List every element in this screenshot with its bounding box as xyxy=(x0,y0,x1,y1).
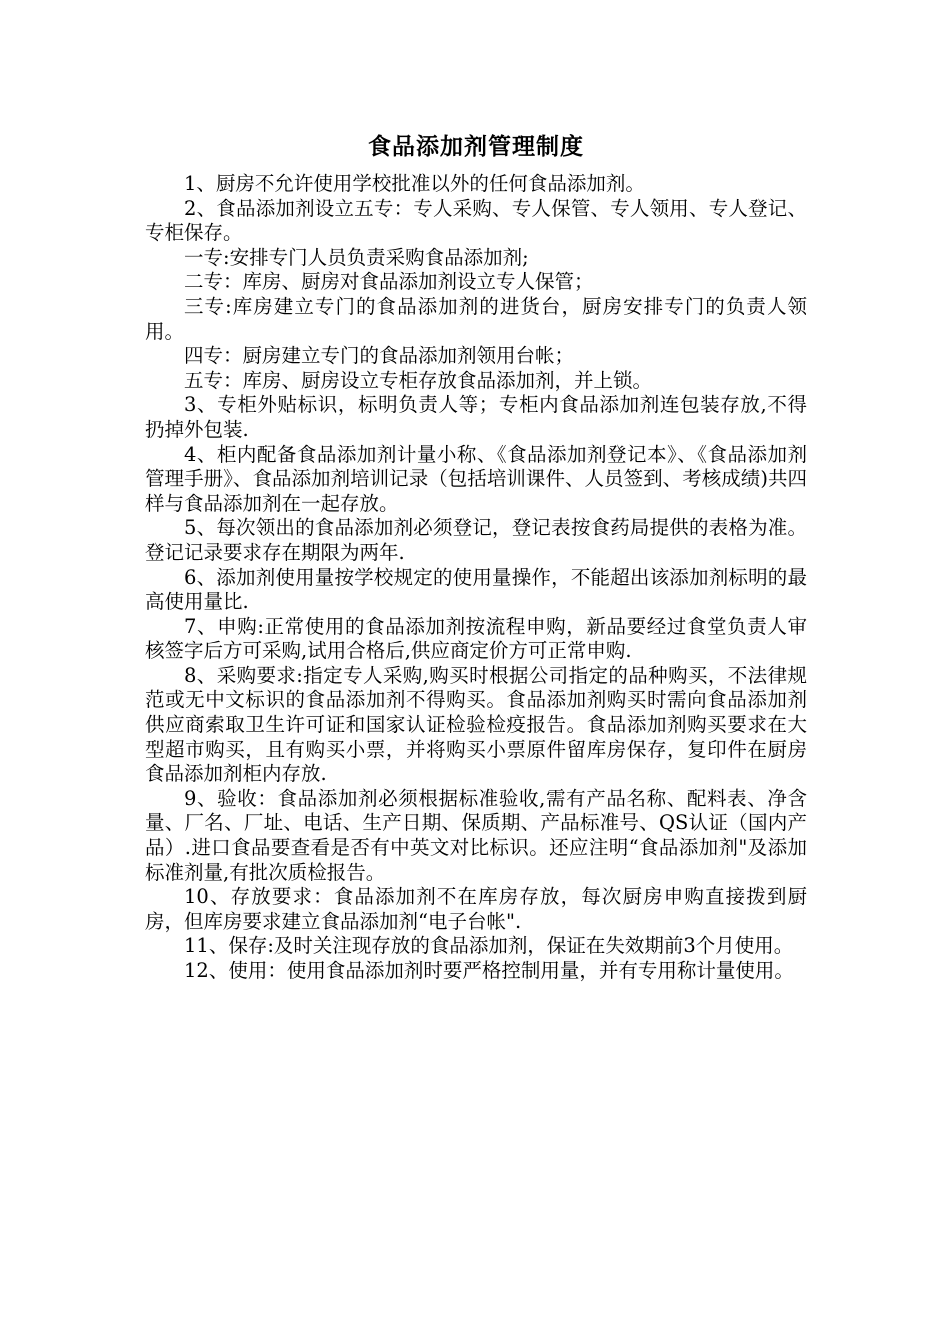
paragraph-zhuan-5: 五专：库房、厨房设立专柜存放食品添加剂，并上锁。 xyxy=(184,368,653,392)
paragraph-7: 7、申购:正常使用的食品添加剂按流程申购，新品要经过食堂负责人审核签字后方可采购,试用合格后,供应商定价方可正常申购. xyxy=(145,614,807,663)
paragraph-3: 3、专柜外贴标识，标明负责人等；专柜内食品添加剂连包装存放,不得扔掉外包装. xyxy=(145,393,807,441)
paragraph-zhuan-2: 二专：库房、厨房对食品添加剂设立专人保管； xyxy=(184,270,594,294)
paragraph-zhuan-3: 三专:库房建立专门的食品添加剂的进货台，厨房安排专门的负责人领用。 xyxy=(145,294,807,343)
paragraph-11: 11、保存:及时关注现存放的食品添加剂，保证在失效期前3个月使用。 xyxy=(184,934,794,958)
paragraph-6: 6、添加剂使用量按学校规定的使用量操作，不能超出该添加剂标明的最高使用量比. xyxy=(145,565,807,614)
document-title: 食品添加剂管理制度 xyxy=(368,134,584,160)
paragraph-9: 9、验收：食品添加剂必须根据标准验收,需有产品名称、配料表、净含量、厂名、厂址、电话、生产日期、保质期、产品标准号、QS认证（国内产品）.进口食品要查看是否有中英文对比标识。还应注明“食品添加剂"及添加标准剂量,有批次质检报告。 xyxy=(145,786,807,884)
paragraph-1: 1、厨房不允许使用学校批准以外的任何食品添加剂。 xyxy=(184,172,645,195)
paragraph-2: 2、食品添加剂设立五专：专人采购、专人保管、专人领用、专人登记、专柜保存。 xyxy=(145,196,807,245)
paragraph-12: 12、使用：使用食品添加剂时要严格控制用量，并有专用称计量使用。 xyxy=(184,959,794,982)
paragraph-zhuan-4: 四专：厨房建立专门的食品添加剂领用台帐； xyxy=(184,344,575,368)
paragraph-10: 10、存放要求：食品添加剂不在库房存放，每次厨房申购直接拨到厨房，但库房要求建立食品添加剂“电子台帐". xyxy=(145,885,807,933)
paragraph-zhuan-1: 一专:安排专门人员负责采购食品添加剂; xyxy=(184,245,529,269)
paragraph-4: 4、柜内配备食品添加剂计量小称、《食品添加剂登记本》、《食品添加剂管理手册》、食品添加剂培训记录（包括培训课件、人员签到、考核成绩)共四样与食品添加剂在一起存放。 xyxy=(145,442,807,515)
paragraph-8: 8、采购要求:指定专人采购,购买时根据公司指定的品种购买，不法律规范或无中文标识的食品添加剂不得购买。食品添加剂购买时需向食品添加剂供应商索取卫生许可证和国家认证检验检疫报告。食品添加剂购买要求在大型超市购买，且有购买小票，并将购买小票原件留库房保存，复印件在厨房食品添加剂柜内存放. xyxy=(145,663,807,786)
paragraph-5: 5、每次领出的食品添加剂必须登记，登记表按食药局提供的表格为准。登记记录要求存在期限为两年. xyxy=(145,516,807,564)
document-page xyxy=(145,132,807,984)
